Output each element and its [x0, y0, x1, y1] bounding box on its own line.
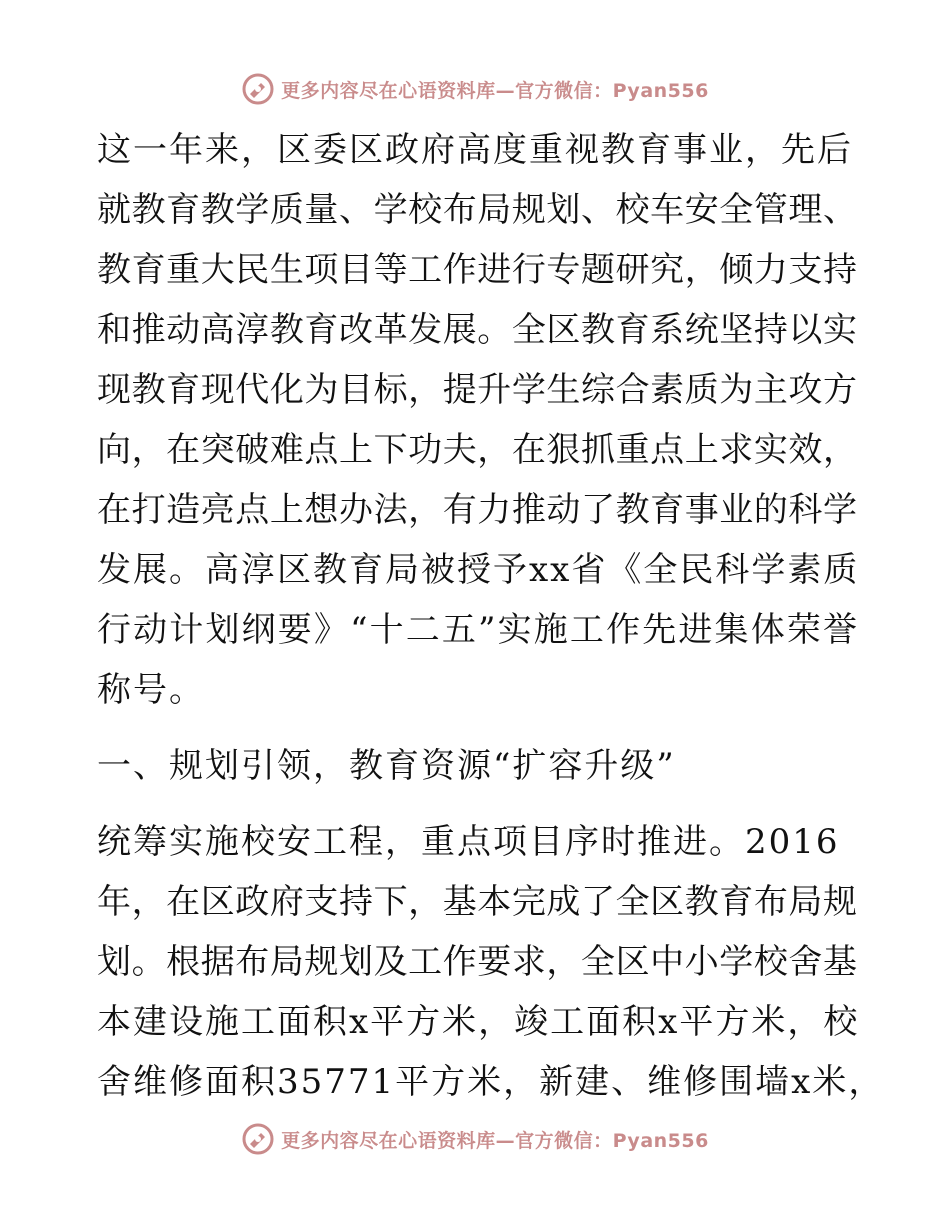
text-line: 年，在区政府支持下，基本完成了全区教育布局规: [97, 882, 857, 922]
text-line: 称号。: [97, 670, 205, 710]
paragraph-body: [97, 812, 885, 1112]
logo-icon: [241, 1122, 275, 1156]
heading-line: 一、规划引领，教育资源“扩容升级”: [97, 746, 676, 786]
text-line: 教育重大民生项目等工作进行专题研究，倾力支持: [97, 250, 857, 290]
watermark-header: [0, 72, 950, 106]
text-line: 划。根据布局规划及工作要求，全区中小学校舍基: [97, 942, 857, 982]
watermark-text: 更多内容尽在心语资料库—官方微信：Pyan556: [281, 79, 709, 102]
text-line: 舍维修面积35771平方米，新建、维修围墙x米，: [97, 1062, 885, 1102]
text-line: 本建设施工面积x平方米，竣工面积x平方米，校: [97, 1002, 860, 1042]
watermark-footer: [0, 1122, 950, 1156]
text-line: 在打造亮点上想办法，有力推动了教育事业的科学: [97, 490, 857, 530]
watermark-text: 更多内容尽在心语资料库—官方微信：Pyan556: [281, 1129, 709, 1152]
text-line: 发展。高淳区教育局被授予xx省《全民科学素质: [97, 550, 860, 590]
paragraph-intro: [97, 120, 860, 720]
text-line: 就教育教学质量、学校布局规划、校车安全管理、: [97, 190, 857, 230]
text-line: 向，在突破难点上下功夫，在狠抓重点上求实效，: [97, 430, 857, 470]
paragraph-gap: [97, 796, 857, 812]
text-line: 现教育现代化为目标，提升学生综合素质为主攻方: [97, 370, 857, 410]
text-line: 这一年来，区委区政府高度重视教育事业，先后: [97, 130, 853, 170]
logo-icon: [241, 72, 275, 106]
document-body: [97, 120, 885, 1112]
paragraph-gap: [97, 720, 857, 736]
text-line: 和推动高淳教育改革发展。全区教育系统坚持以实: [97, 310, 857, 350]
text-line: 行动计划纲要》“十二五”实施工作先进集体荣誉: [97, 610, 857, 650]
section-heading: [97, 736, 857, 796]
text-line: 统筹实施校安工程，重点项目序时推进。2016: [97, 822, 840, 862]
